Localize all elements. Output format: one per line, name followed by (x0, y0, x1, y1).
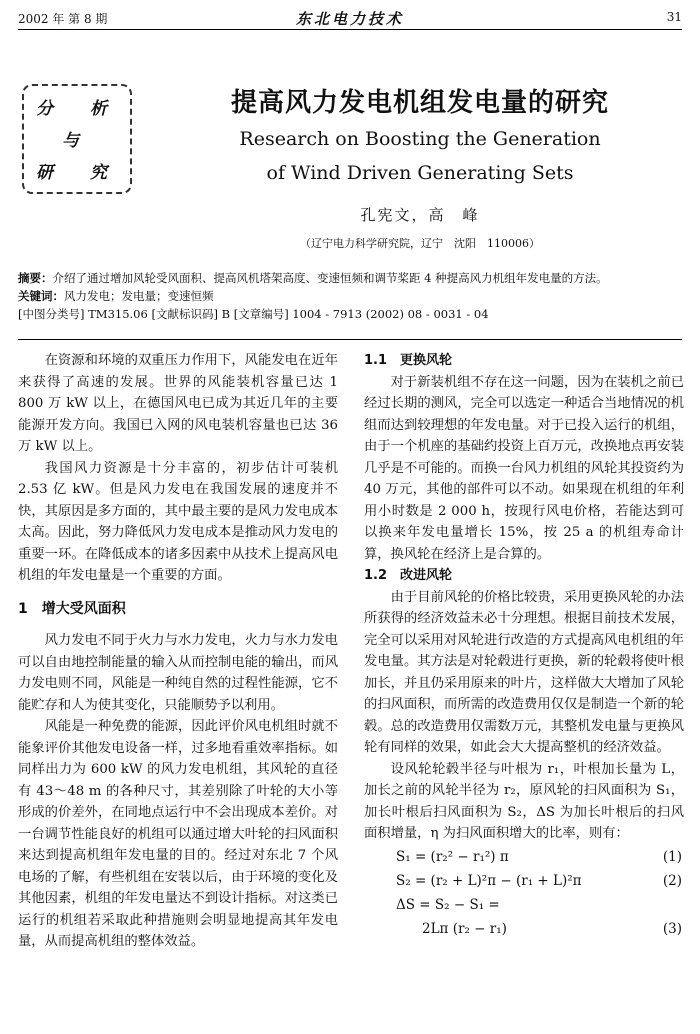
equation (364, 845, 684, 869)
affiliation: （辽宁电力科学研究院，辽宁 沈阳 110006） (300, 237, 540, 250)
header-rule (18, 29, 682, 30)
english-title-line2: of Wind Driven Generating Sets (266, 162, 574, 184)
column-label-box (22, 84, 132, 194)
page-number: 31 (666, 10, 682, 24)
column-label-char: 究 (90, 163, 107, 183)
subsection-heading: 1.1 更换风轮 (364, 353, 453, 368)
equation-expression: 2Lπ (r₂ − r₁) (422, 920, 507, 937)
equation-number: (1) (662, 848, 682, 865)
equation-expression: S₁ = (r₂² − r₁²) π (396, 848, 509, 865)
keywords-label: 关键词： (18, 289, 64, 303)
right-column (364, 350, 684, 941)
abstract-text: 介绍了通过增加风轮受风面积、提高风机塔架高度、变速恒频和调节桨距 4 种提高风力机组年发电量的方法。 (52, 271, 608, 285)
paragraph: 由于目前风轮的价格比较贵，采用更换风轮的办法所获得的经济效益未必十分理想。根据目前技术发展，完全可以采用对风轮进行改造的方式提高风电机组的年发电量。其方法是对轮毂进行更换，新的轮毂将使叶根加长，并且仍采用原来的叶片，这样做大大增加了风轮的扫风面积，而所需的改造费用仅仅是制造一个新的轮毂。总的改造费用仅需数万元，其整机发电量与更换风轮有同样的效果，如此会大大提高整机的经济效益。 (364, 589, 684, 755)
article-title: 提高风力发电机组发电量的研究 (230, 88, 609, 118)
keywords-text: 风力发电；发电量；变速恒频 (64, 289, 214, 303)
authors: 孔宪文，高 峰 (360, 206, 480, 224)
keywords (18, 288, 682, 305)
equation (364, 869, 684, 893)
left-column (18, 350, 338, 953)
subsection-heading: 1.2 改进风轮 (364, 568, 453, 583)
equation-number: (2) (662, 872, 682, 889)
issue-label: 2002 年 第 8 期 (18, 12, 108, 26)
english-title-line1: Research on Boosting the Generation (239, 128, 601, 150)
equation (364, 917, 684, 941)
journal-name: 东北电力技术 (295, 10, 404, 28)
paragraph: 风力发电不同于火力与水力发电，火力与水力发电可以自由地控制能量的输入从而控制电能的输出，而风力发电则不同，风能是一种纯自然的过程性能源，它不能贮存和人为使其变化，只能顺势予以利用。 (18, 633, 338, 713)
column-label-char: 研 (36, 163, 53, 183)
section-heading: 1 增大受风面积 (18, 600, 126, 617)
paragraph: 设风轮轮毂半径与叶根为 r₁，叶根加长量为 L，加长之前的风轮半径为 r₂，原风轮的扫风面积为 S₁，加长叶根后扫风面积为 S₂，ΔS 为加长叶根后的扫风面积增量，η 为扫风面积增大的比率，则有： (364, 761, 684, 841)
paragraph: 对于新装机组不存在这一问题，因为在装机之前已经过长期的测风，完全可以选定一种适合当地情况的机组而达到较理想的年发电量。对于已投入运行的机组，由于一个机座的基础约投资上百万元，改换地点再安装几乎是不可能的。而换一台风力机组的风轮其投资约为 40 万元，其他的部件可以不动。如果现在机组的年利用小时数是 2 000 h，按现行风电价格，若能达到可以换来年发电量增长 15%，按 25 a 的机组寿命计算，换风轮在经济上是合算的。 (364, 374, 684, 562)
column-label-char: 与 (62, 131, 79, 151)
paragraph: 在资源和环境的双重压力作用下，风能发电在近年来获得了高速的发展。世界的风能装机容量已达 1 800 万 kW 以上，在德国风电已成为其近几年的主要能源开发方向。我国已入网的风电装机容量也已达 36 万 kW 以上。 (18, 353, 338, 454)
equation (364, 893, 684, 917)
paragraph: 风能是一种免费的能源，因此评价风电机组时就不能象评价其他发电设备一样，过多地看重效率指标。如同样出力为 600 kW 的风力发电机组，其风轮的直径有 43～48 m 的各种尺寸，其差别除了叶轮的大小等形成的价差外，在同地点运行中不会出现成本差价。对一台调节性能良好的机组可以通过增大叶轮的扫风面积来达到提高机组年发电量的目的。经过对东北 7 个风电场的了解，有些机组在安装以后，由于环境的变化及其他因素，机组的年发电量达不到设计指标。对这类已运行的机组若采取此种措施则会明显地提高其年发电量，从而提高机组的整体效益。 (18, 719, 338, 949)
abstract-label: 摘要： (18, 271, 53, 285)
classification-line: [中图分类号] TM315.06 [文献标识码] B [文章编号] 1004 - 7913 (2002) 08 - 0031 - 04 (18, 307, 489, 321)
page-header (18, 10, 682, 30)
equation-expression: S₂ = (r₂ + L)²π − (r₁ + L)²π (396, 872, 582, 889)
equation-number: (3) (662, 920, 682, 937)
abstract-rule (18, 339, 682, 340)
paragraph: 我国风力资源是十分丰富的，初步估计可装机 2.53 亿 kW。但是风力发电在我国发展的速度并不快，其原因是多方面的，其中最主要的是风力发电成本太高。因此，努力降低风力发电成本是推动风力发电的重要一环。在降低成本的诸多因素中从技术上提高风电机组的年发电量是一个重要的方面。 (18, 460, 338, 583)
column-label-char: 析 (90, 99, 107, 119)
abstract (18, 270, 682, 287)
equation-expression: ΔS = S₂ − S₁ = (396, 896, 500, 913)
column-label-char: 分 (36, 99, 53, 119)
